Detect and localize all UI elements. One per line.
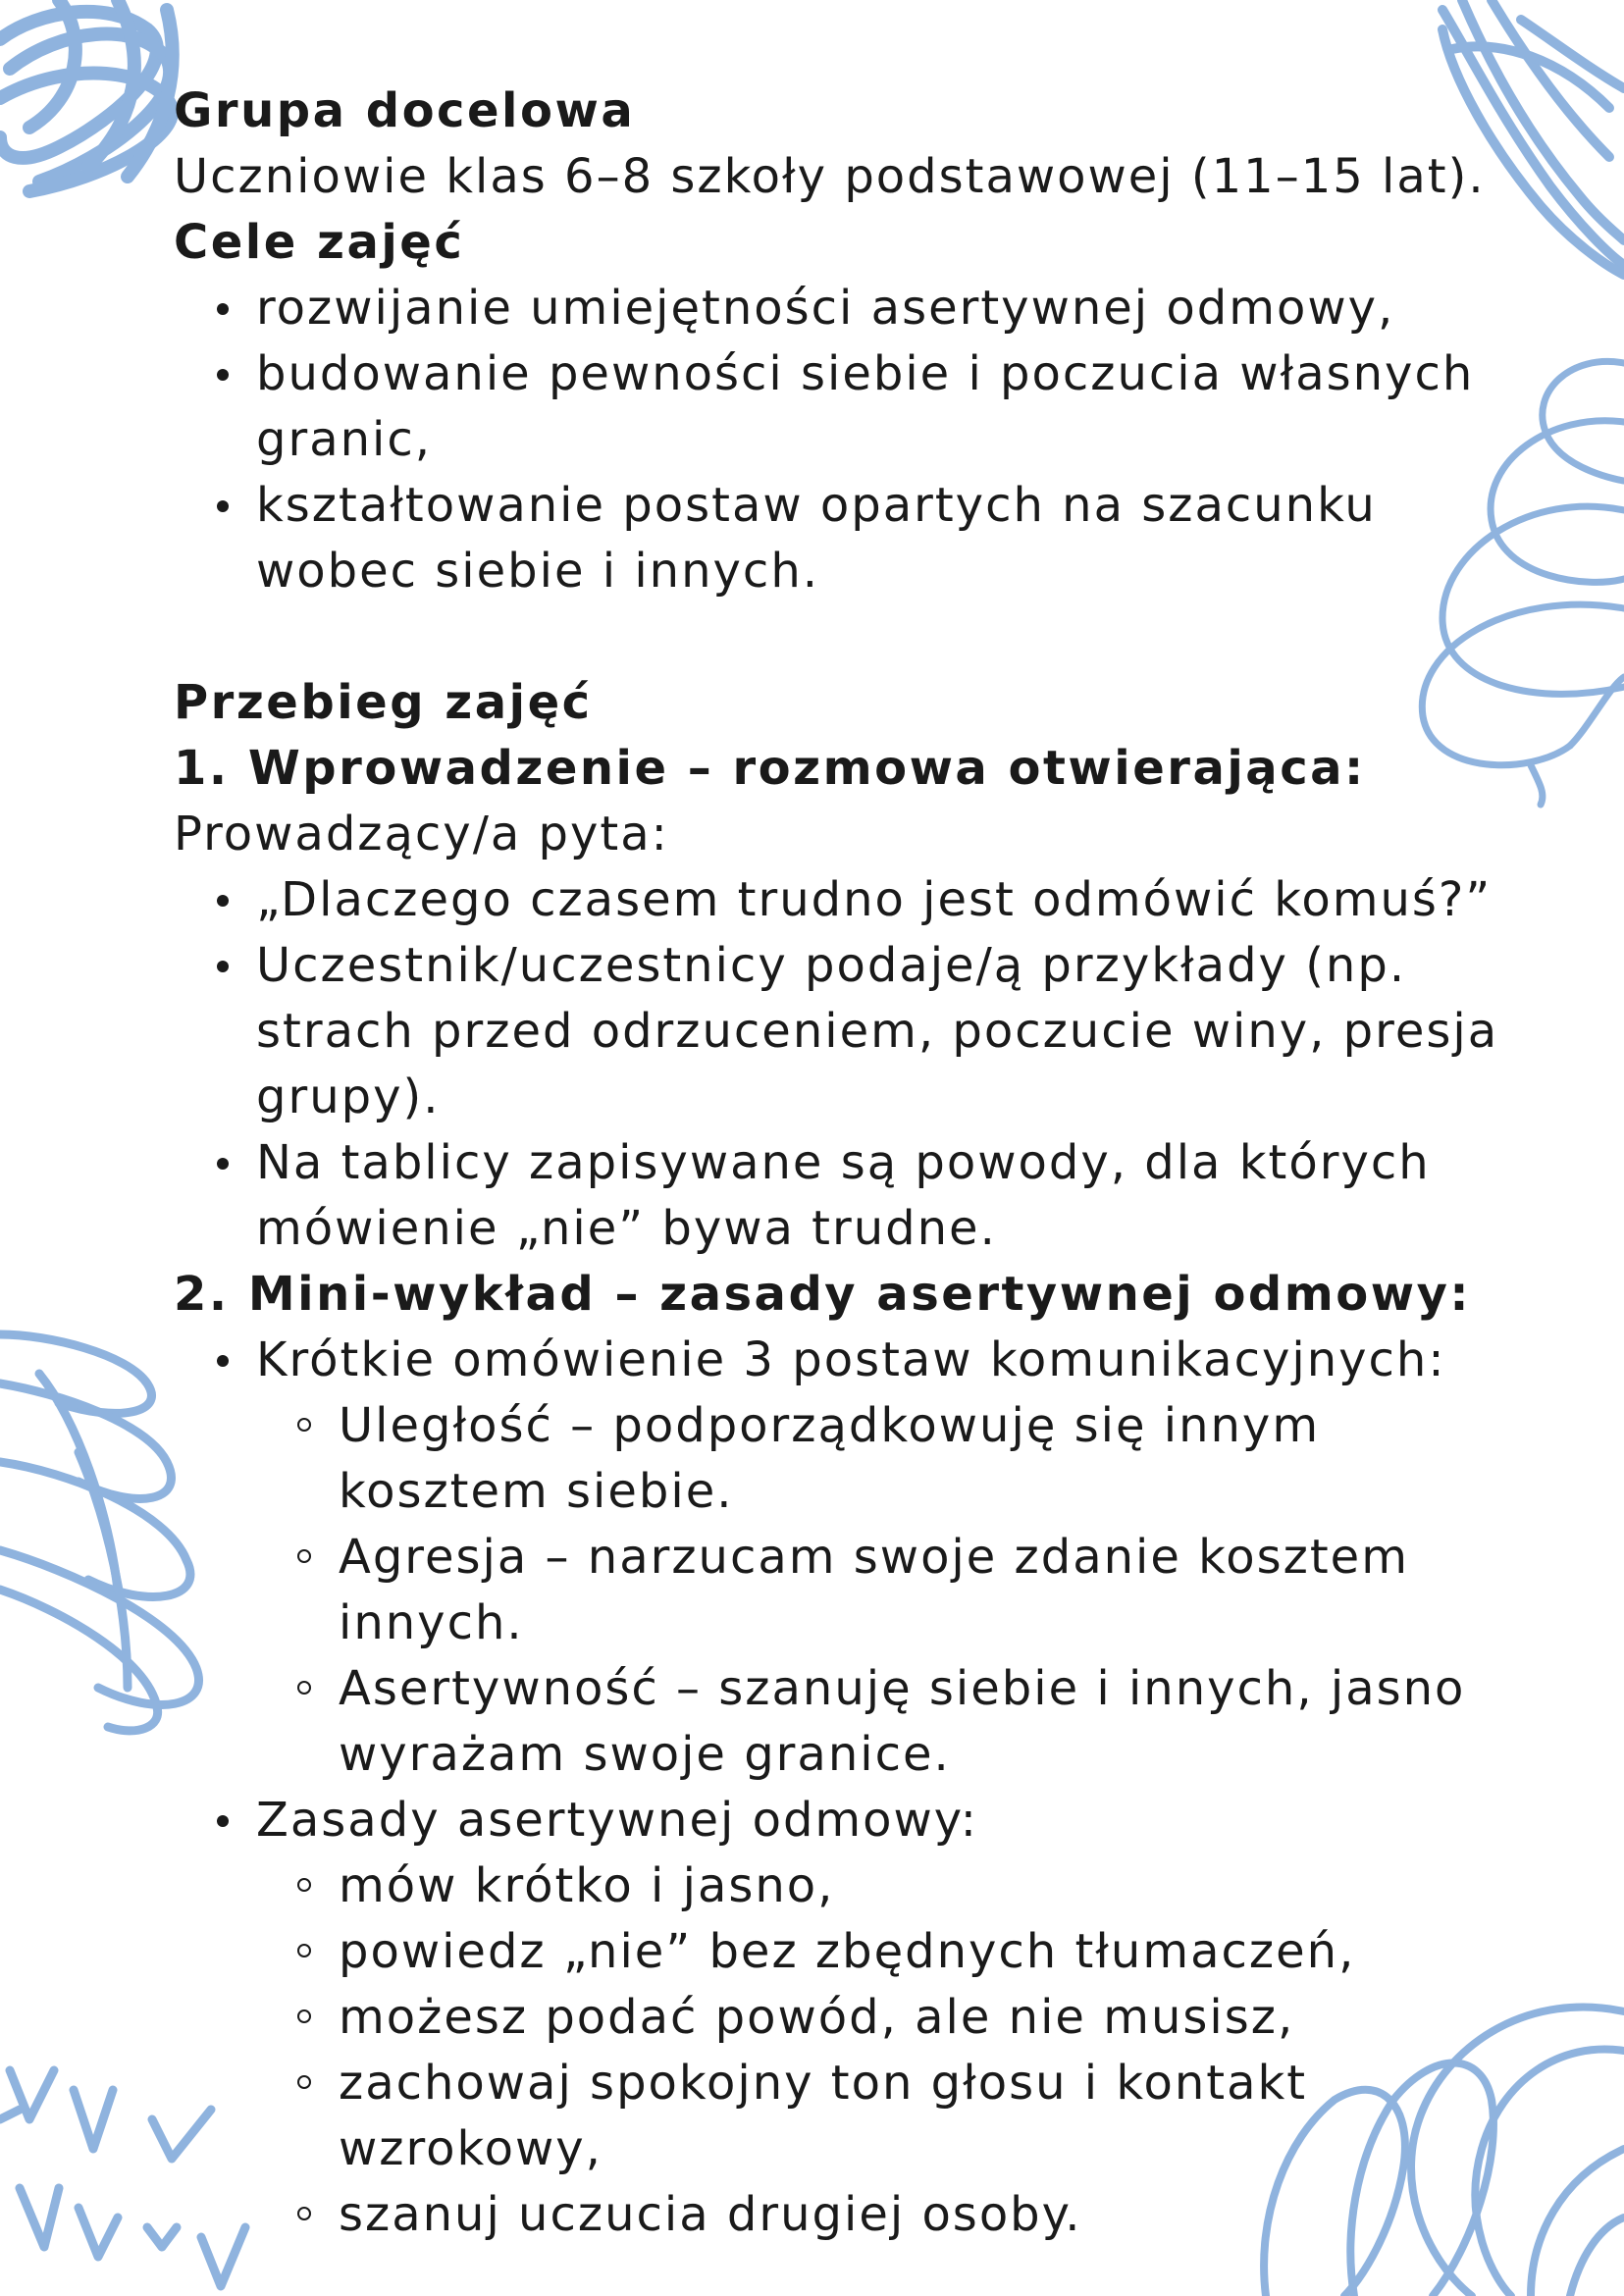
list-item: rozwijanie umiejętności asertywnej odmowy, bbox=[174, 276, 1528, 341]
list-item: budowanie pewności siebie i poczucia własnych granic, bbox=[174, 341, 1528, 473]
list-item bbox=[174, 1328, 1528, 1788]
rules-list bbox=[256, 1853, 1528, 2248]
step1-list bbox=[174, 867, 1528, 1262]
list-item: Na tablicy zapisywane są powody, dla których mówienie „nie” bywa trudne. bbox=[174, 1130, 1528, 1262]
step2-list bbox=[174, 1328, 1528, 2248]
list-item: „Dlaczego czasem trudno jest odmówić komuś?” bbox=[174, 867, 1528, 933]
sub-list-item: Agresja – narzucam swoje zdanie kosztem innych. bbox=[256, 1525, 1528, 1656]
sub-list-item: szanuj uczucia drugiej osoby. bbox=[256, 2182, 1528, 2248]
target-group-heading: Grupa docelowa bbox=[174, 83, 636, 138]
sub-list-item: Uległość – podporządkowuję się innym kosztem siebie. bbox=[256, 1393, 1528, 1525]
rules-label: Zasady asertywnej odmowy: bbox=[256, 1793, 978, 1848]
sub-list-item: zachowaj spokojny ton głosu i kontakt wzrokowy, bbox=[256, 2051, 1528, 2182]
left-loops bbox=[0, 1334, 198, 1731]
list-item: Uczestnik/uczestnicy podaje/ą przykłady (np. strach przed odrzuceniem, poczucie winy, presja grupy). bbox=[174, 933, 1528, 1130]
step1-intro: Prowadzący/a pyta: bbox=[174, 807, 669, 861]
goals-heading: Cele zajęć bbox=[174, 215, 465, 270]
list-item: kształtowanie postaw opartych na szacunku wobec siebie i innych. bbox=[174, 473, 1528, 604]
goals-list bbox=[174, 276, 1528, 604]
attitudes-label: Krótkie omówienie 3 postaw komunikacyjnych: bbox=[256, 1332, 1446, 1387]
document-content bbox=[174, 78, 1528, 2248]
sub-list-item: powiedz „nie” bez zbędnych tłumaczeń, bbox=[256, 1919, 1528, 1985]
course-heading: Przebieg zajęć bbox=[174, 675, 593, 730]
sub-list-item: mów krótko i jasno, bbox=[256, 1853, 1528, 1919]
sub-list-item: możesz podać powód, ale nie musisz, bbox=[256, 1985, 1528, 2051]
attitudes-list bbox=[256, 1393, 1528, 1788]
step2-heading: 2. Mini-wykład – zasady asertywnej odmowy: bbox=[174, 1267, 1472, 1322]
step1-heading: 1. Wprowadzenie – rozmowa otwierająca: bbox=[174, 741, 1366, 796]
top-left-scribble bbox=[0, 0, 173, 191]
list-item bbox=[174, 1788, 1528, 2248]
target-group-text: Uczniowie klas 6–8 szkoły podstawowej (11–15 lat). bbox=[174, 149, 1486, 204]
sub-list-item: Asertywność – szanuję siebie i innych, jasno wyrażam swoje granice. bbox=[256, 1656, 1528, 1788]
